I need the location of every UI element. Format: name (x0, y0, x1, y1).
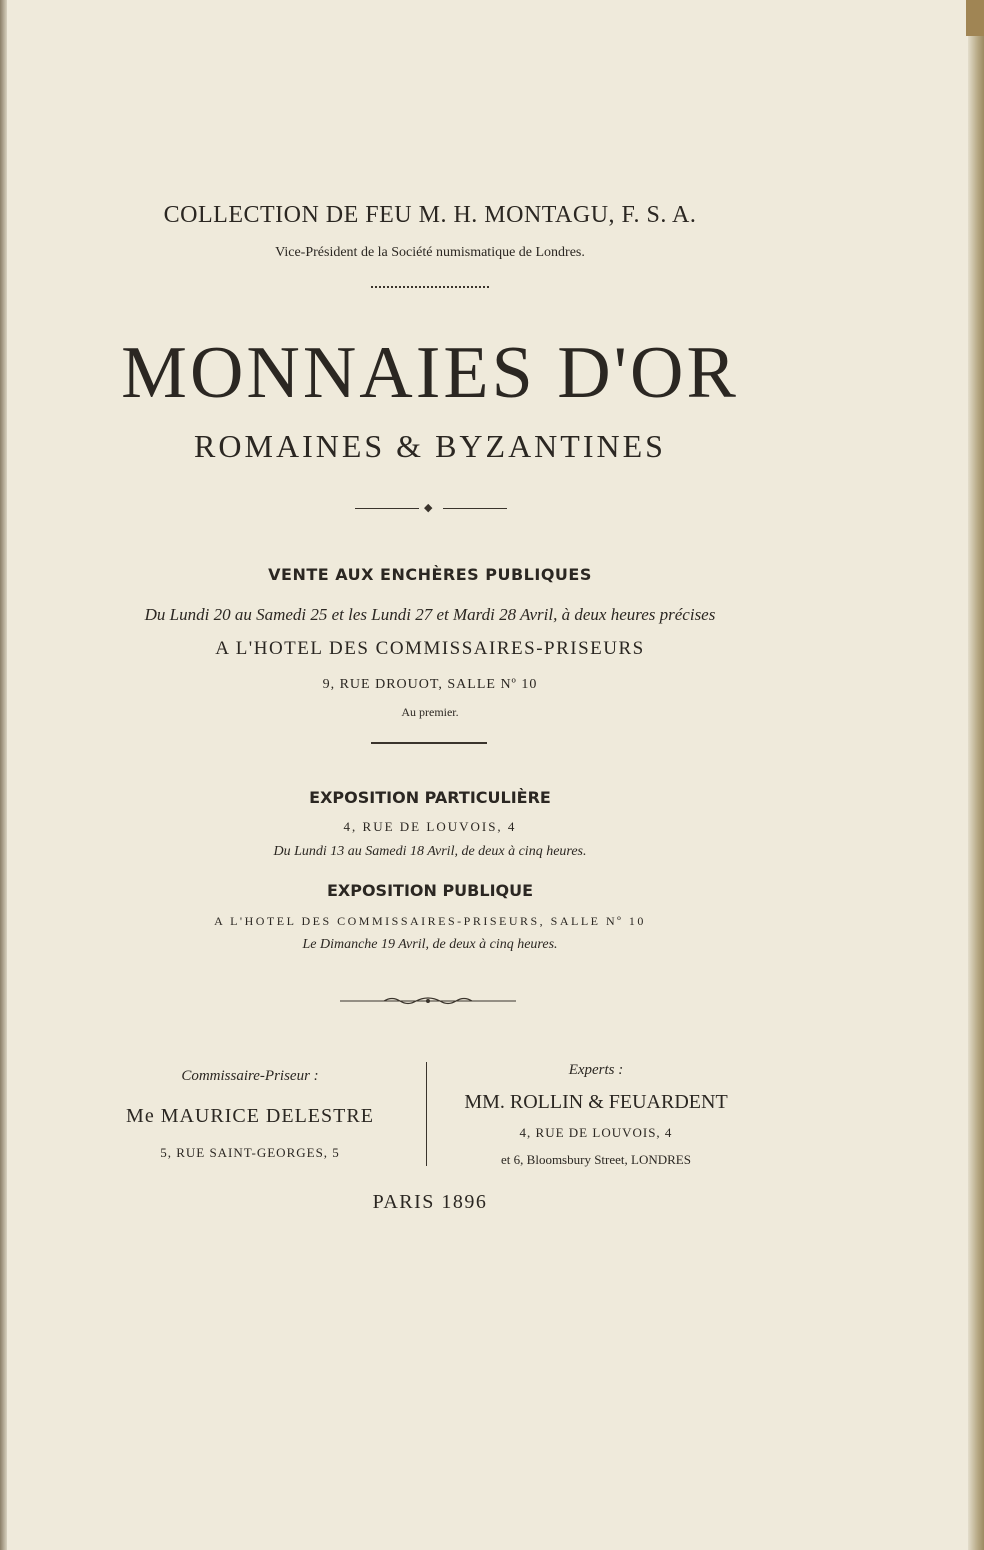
ornamental-rule-icon (340, 993, 516, 1009)
public-exhibition-dates: Le Dimanche 19 Avril, de deux à cinq heures. (302, 937, 558, 952)
auctioneer-role: Commissaire-Priseur : (181, 1068, 319, 1084)
sale-dates: Du Lundi 20 au Samedi 25 et les Lundi 27 et Mardi 28 Avril, à deux heures précises (144, 605, 716, 624)
public-exhibition-heading: EXPOSITION PUBLIQUE (326, 881, 534, 900)
short-rule-2 (371, 742, 487, 744)
ornament-line-left (355, 508, 419, 509)
sale-address: 9, RUE DROUOT, SALLE Nº 10 (322, 677, 538, 692)
imprint: PARIS 1896 (372, 1191, 488, 1213)
auctioneer-address: 5, RUE SAINT-GEORGES, 5 (160, 1145, 340, 1160)
private-exhibition-heading: EXPOSITION PARTICULIÈRE (309, 788, 551, 807)
sale-floor: Au premier. (401, 705, 459, 719)
private-exhibition-address: 4, RUE DE LOUVOIS, 4 (343, 819, 517, 834)
collection-subtitle: Vice-Président de la Société numismatique de Londres. (275, 245, 585, 260)
page-edge-right (968, 0, 984, 1550)
experts-names: MM. ROLLIN & FEUARDENT (464, 1091, 728, 1113)
sale-heading: VENTE AUX ENCHÈRES PUBLIQUES (268, 565, 592, 584)
main-title: MONNAIES D'OR (121, 332, 739, 414)
sub-title: ROMAINES & BYZANTINES (194, 428, 666, 464)
ornament-line-right (443, 508, 507, 509)
experts-address-2: et 6, Bloomsbury Street, LONDRES (501, 1152, 691, 1167)
experts-role: Experts : (568, 1062, 624, 1078)
column-divider (426, 1062, 427, 1166)
collection-heading: COLLECTION DE FEU M. H. MONTAGU, F. S. A. (163, 202, 697, 228)
auctioneer-name: Me MAURICE DELESTRE (126, 1105, 374, 1127)
ornament-icon: ◆ (424, 501, 433, 514)
sale-venue: A L'HOTEL DES COMMISSAIRES-PRISEURS (215, 638, 645, 659)
short-rule-1 (371, 286, 489, 288)
experts-address-1: 4, RUE DE LOUVOIS, 4 (519, 1125, 673, 1140)
private-exhibition-dates: Du Lundi 13 au Samedi 18 Avril, de deux à cinq heures. (273, 844, 587, 859)
public-exhibition-venue: A L'HOTEL DES COMMISSAIRES-PRISEURS, SALLE Nº 10 (214, 914, 646, 928)
page-edge-left (0, 0, 7, 1550)
binding-corner (966, 0, 984, 36)
